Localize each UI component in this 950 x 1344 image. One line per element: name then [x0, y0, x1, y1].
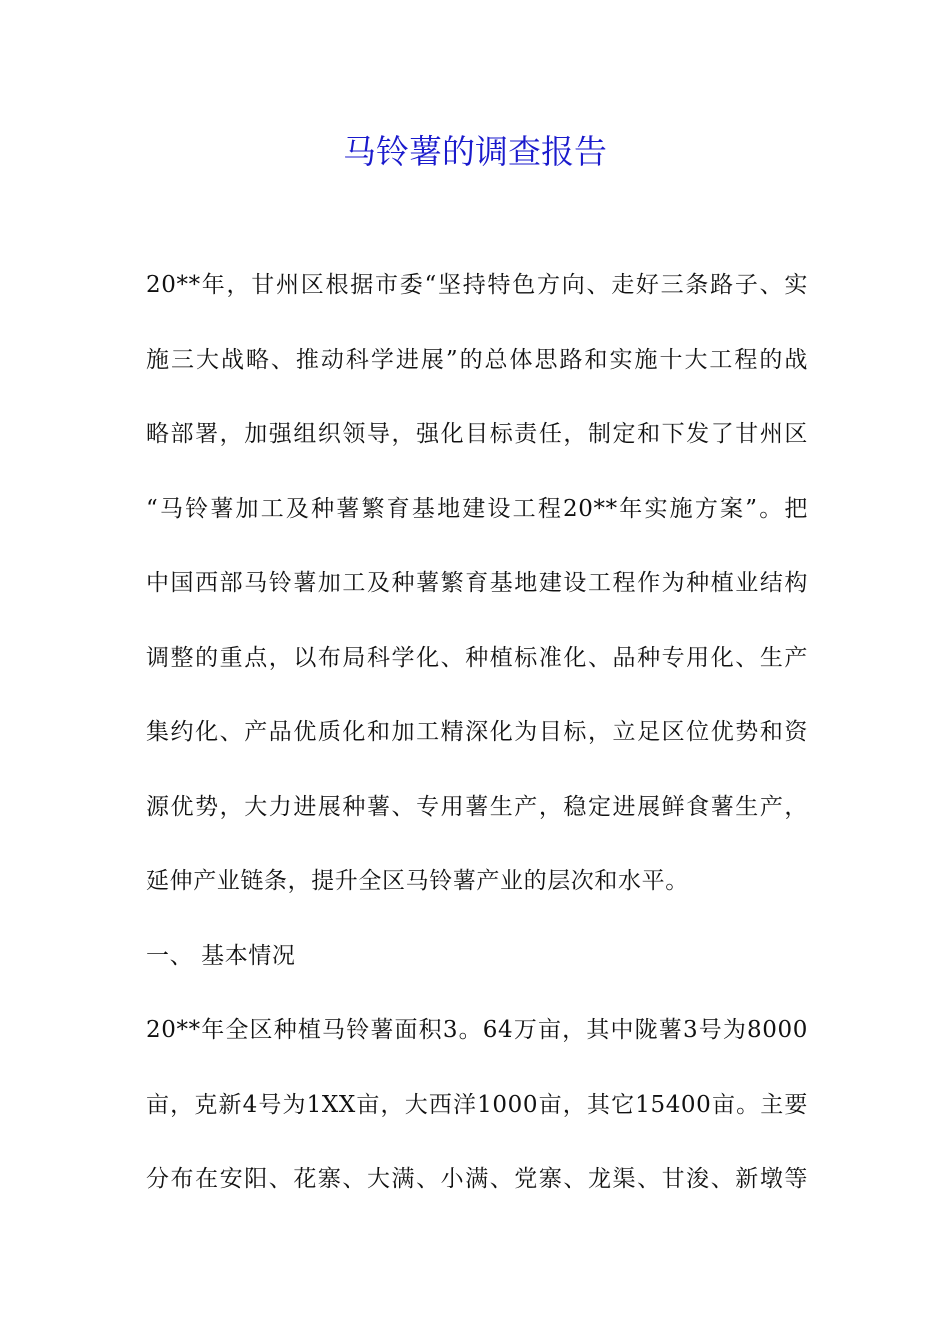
document-title: 马铃薯的调查报告	[343, 132, 607, 171]
section-heading-basic-situation: 一、 基本情况	[146, 942, 296, 969]
body-line-2: 施三大战略、推动科学进展”的总体思路和实施十大工程的战	[146, 346, 808, 373]
body-line-12: 亩，克新4号为1XX亩，大西洋1000亩，其它15400亩。主要	[146, 1091, 808, 1118]
body-line-6: 调整的重点，以布局科学化、种植标准化、品种专用化、生产	[146, 644, 808, 671]
body-line-9: 延伸产业链条，提升全区马铃薯产业的层次和水平。	[146, 868, 689, 894]
body-line-3: 略部署，加强组织领导，强化目标责任，制定和下发了甘州区	[146, 421, 808, 447]
document-body	[146, 262, 808, 1231]
body-line-11: 20**年全区种植马铃薯面积3。64万亩，其中陇薯3号为8000	[146, 1017, 808, 1043]
body-line-1: 20**年，甘州区根据市委“坚持特色方向、走好三条路子、实	[146, 272, 808, 298]
body-line-7: 集约化、产品优质化和加工精深化为目标，立足区位优势和资	[146, 719, 808, 745]
body-line-4: “马铃薯加工及种薯繁育基地建设工程20**年实施方案”。把	[146, 495, 808, 522]
body-line-8: 源优势，大力进展种薯、专用薯生产，稳定进展鲜食薯生产，	[146, 793, 808, 820]
body-line-5: 中国西部马铃薯加工及种薯繁育基地建设工程作为种植业结构	[146, 570, 808, 596]
body-line-13: 分布在安阳、花寨、大满、小满、党寨、龙渠、甘浚、新墩等	[146, 1166, 808, 1192]
